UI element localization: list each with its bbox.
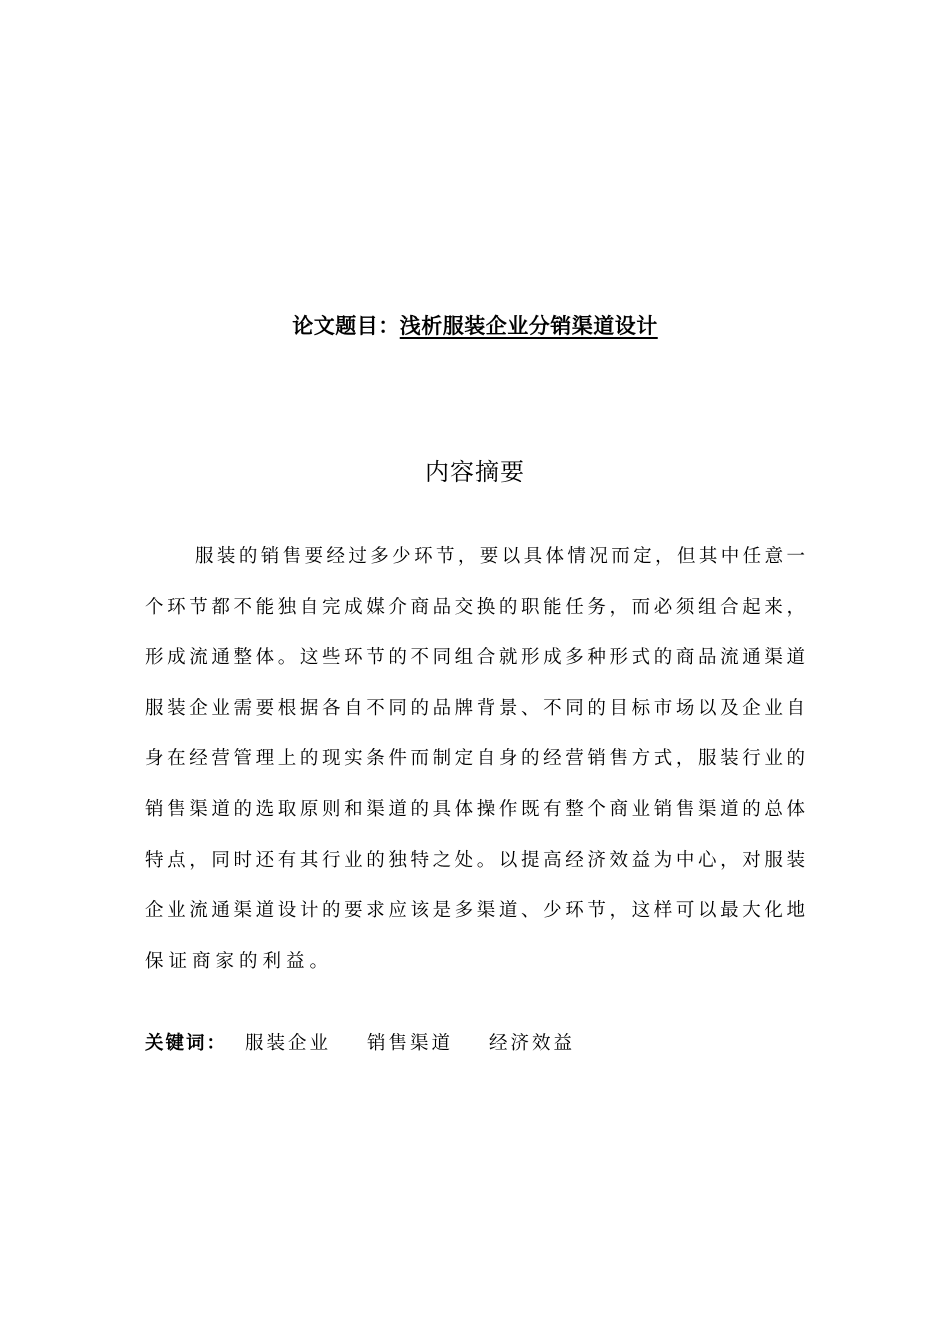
- thesis-title-prefix: 论文题目：: [292, 314, 400, 338]
- keyword-item: 服装企业: [245, 1033, 332, 1054]
- abstract-heading: 内容摘要: [425, 458, 525, 486]
- keywords-label: 关键词：: [145, 1033, 228, 1054]
- abstract-body: [145, 543, 805, 998]
- abstract-line: 服装的销售要经过多少环节，要以具体情况而定，但其中任意一: [195, 546, 805, 567]
- keyword-item: 销售渠道: [367, 1033, 454, 1054]
- abstract-line: 保证商家的利益。: [145, 950, 334, 972]
- abstract-line: 身在经营管理上的现实条件而制定自身的经营销售方式，服装行业的: [145, 748, 805, 770]
- abstract-line: 销售渠道的选取原则和渠道的具体操作既有整个商业销售渠道的总体: [145, 798, 805, 820]
- keyword-item: 经济效益: [489, 1033, 576, 1054]
- abstract-line: 个环节都不能独自完成媒介商品交换的职能任务，而必须组合起来，: [145, 596, 805, 618]
- thesis-title-text: 浅析服装企业分销渠道设计: [399, 314, 658, 338]
- keywords-row: [145, 1030, 575, 1058]
- abstract-line: 特点，同时还有其行业的独特之处。以提高经济效益为中心，对服装: [145, 849, 805, 871]
- abstract-line: 形成流通整体。这些环节的不同组合就形成多种形式的商品流通渠道: [145, 647, 805, 669]
- abstract-line: 企业流通渠道设计的要求应该是多渠道、少环节，这样可以最大化地: [145, 900, 805, 922]
- abstract-line: 服装企业需要根据各自不同的品牌背景、不同的目标市场以及企业自: [145, 697, 805, 719]
- thesis-title: [0, 310, 950, 342]
